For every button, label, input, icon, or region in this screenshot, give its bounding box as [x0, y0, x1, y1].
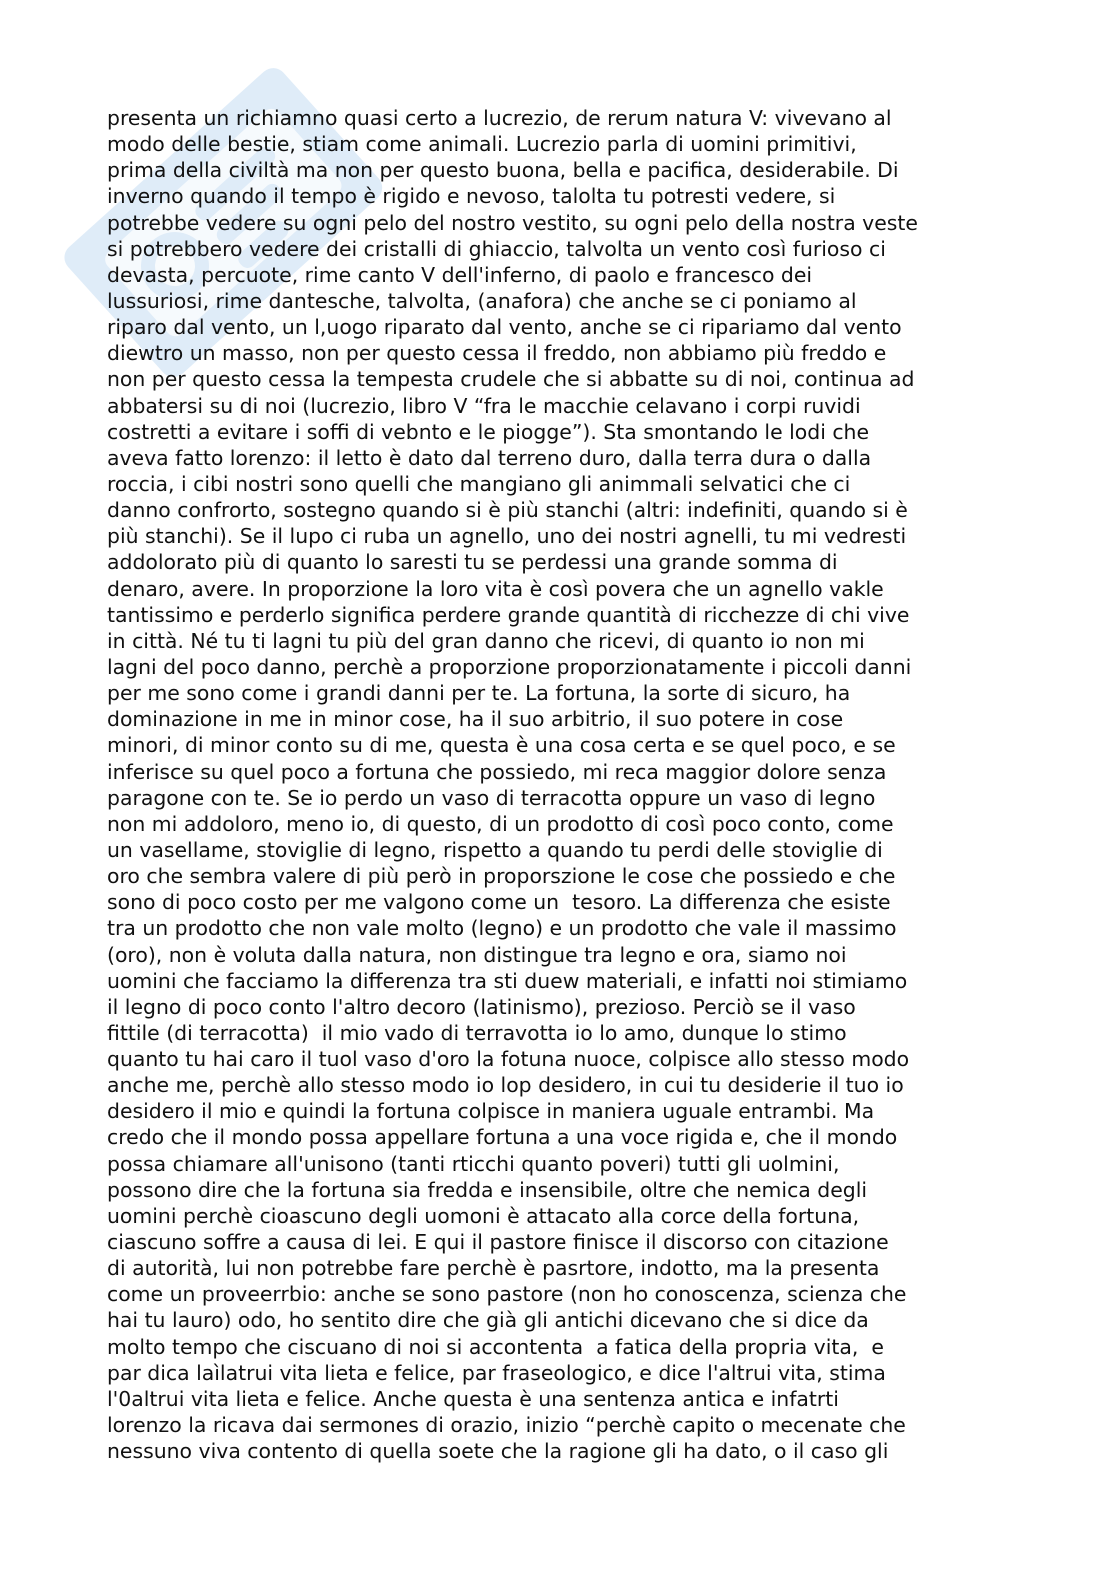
text-line: per me sono come i grandi danni per te. La fortuna, la sorte di sicuro, ha: [107, 681, 851, 706]
text-line: più stanchi). Se il lupo ci ruba un agnello, uno dei nostri agnelli, tu mi vedresti: [107, 524, 907, 549]
text-line: devasta, percuote, rime canto V dell'inferno, di paolo e francesco dei: [107, 262, 813, 287]
text-line: uomini che facciamo la differenza tra sti duew materiali, e infatti noi stimiamo: [107, 968, 908, 993]
text-line: addolorato più di quanto lo saresti tu se perdessi una grande somma di: [107, 550, 838, 575]
text-line: l'0altrui vita lieta e felice. Anche questa è una sentenza antica e infatrti: [107, 1386, 839, 1411]
text-line: non mi addoloro, meno io, di questo, di un prodotto di così poco conto, come: [107, 811, 894, 836]
text-line: credo che il mondo possa appellare fortuna a una voce rigida e, che il mondo: [107, 1125, 898, 1150]
text-line: il legno di poco conto l'altro decoro (latinismo), prezioso. Perciò se il vaso: [107, 994, 856, 1019]
text-line: un vasellame, stoviglie di legno, rispetto a quando tu perdi delle stoviglie di: [107, 837, 883, 862]
text-line: inferisce su quel poco a fortuna che possiedo, mi reca maggior dolore senza: [107, 759, 887, 784]
text-line: nessuno viva contento di quella soete che la ragione gli ha dato, o il caso gli: [107, 1439, 889, 1464]
text-line: possa chiamare all'unisono (tanti rticchi quanto poveri) tutti gli uolmini,: [107, 1151, 840, 1176]
text-line: non per questo cessa la tempesta crudele che si abbatte su di noi, continua ad: [107, 367, 915, 392]
text-line: modo delle bestie, stiam come animali. Lucrezio parla di uomini primitivi,: [107, 132, 857, 157]
text-line: abbatersi su di noi (lucrezio, libro V “fra le macchie celavano i corpi ruvidi: [107, 393, 861, 418]
text-line: aveva fatto lorenzo: il letto è dato dal terreno duro, dalla terra dura o dalla: [107, 445, 872, 470]
text-line: diewtro un masso, non per questo cessa il freddo, non abbiamo più freddo e: [107, 341, 887, 366]
text-line: possono dire che la fortuna sia fredda e insensibile, oltre che nemica degli: [107, 1177, 868, 1202]
text-line: lorenzo la ricava dai sermones di orazio, inizio “perchè capito o mecenate che: [107, 1413, 906, 1438]
text-line: dominazione in me in minor cose, ha il suo arbitrio, il suo potere in cose: [107, 707, 844, 732]
text-line: minori, di minor conto su di me, questa è una cosa certa e se quel poco, e se: [107, 733, 896, 758]
text-line: tra un prodotto che non vale molto (legno) e un prodotto che vale il massimo: [107, 916, 897, 941]
text-line: anche me, perchè allo stesso modo io lop desidero, in cui tu desiderie il tuo io: [107, 1073, 904, 1098]
text-line: di autorità, lui non potrebbe fare perchè è pasrtore, indotto, ma la presenta: [107, 1256, 880, 1281]
text-line: inverno quando il tempo è rigido e nevoso, talolta tu potresti vedere, si: [107, 184, 836, 209]
text-line: presenta un richiamno quasi certo a lucrezio, de rerum natura V: vivevano al: [107, 106, 892, 130]
text-line: oro che sembra valere di più però in proporszione le cose che possiedo e che: [107, 864, 896, 889]
text-line: danno confrorto, sostegno quando si è più stanchi (altri: indefiniti, quando si è: [107, 498, 908, 523]
text-line: quanto tu hai caro il tuol vaso d'oro la fotuna nuoce, colpisce allo stesso modo: [107, 1047, 910, 1072]
text-line: in città. Né tu ti lagni tu più del gran danno che ricevi, di quanto io non mi: [107, 628, 865, 653]
text-line: come un proveerrbio: anche se sono pastore (non ho conoscenza, scienza che: [107, 1282, 907, 1307]
text-line: (oro), non è voluta dalla natura, non distingue tra legno e ora, siamo noi: [107, 942, 847, 967]
text-line: costretti a evitare i soffi di vebnto e le piogge”). Sta smontando le lodi che: [107, 419, 870, 444]
text-line: prima della civiltà ma non per questo buona, bella e pacifica, desiderabile. Di: [107, 158, 899, 183]
text-line: lagni del poco danno, perchè a proporzione proporzionatamente i piccoli danni: [107, 654, 912, 679]
text-line: fittile (di terracotta) il mio vado di terravotta io lo amo, dunque lo stimo: [107, 1020, 847, 1045]
text-line: lussuriosi, rime dantesche, talvolta, (anafora) che anche se ci poniamo al: [107, 288, 857, 313]
text-line: tantissimo e perderlo significa perdere grande quantità di ricchezze di chi vive: [107, 602, 910, 627]
document-text: [107, 105, 1017, 1464]
text-line: par dica laìlatrui vita lieta e felice, par fraseologico, e dice l'altrui vita, stima: [107, 1360, 886, 1385]
text-line: desidero il mio e quindi la fortuna colpisce in maniera uguale entrambi. Ma: [107, 1099, 875, 1124]
text-line: si potrebbero vedere dei cristalli di ghiaccio, talvolta un vento così furioso ci: [107, 236, 886, 261]
text-line: roccia, i cibi nostri sono quelli che mangiano gli animmali selvatici che ci: [107, 471, 851, 496]
text-line: denaro, avere. In proporzione la loro vita è così povera che un agnello vakle: [107, 576, 884, 601]
text-line: molto tempo che ciscuano di noi si accontenta a fatica della propria vita, e: [107, 1334, 884, 1359]
text-line: ciascuno soffre a causa di lei. E qui il pastore finisce il discorso con citazione: [107, 1230, 889, 1255]
text-line: potrebbe vedere su ogni pelo del nostro vestito, su ogni pelo della nostra veste: [107, 210, 918, 235]
text-line: sono di poco costo per me valgono come un tesoro. La differenza che esiste: [107, 890, 891, 915]
text-line: paragone con te. Se io perdo un vaso di terracotta oppure un vaso di legno: [107, 785, 876, 810]
text-line: uomini perchè cioascuno degli uomoni è attacato alla corce della fortuna,: [107, 1203, 860, 1228]
text-line: hai tu lauro) odo, ho sentito dire che già gli antichi dicevano che si dice da: [107, 1308, 869, 1333]
text-line: riparo dal vento, un l,uogo riparato dal vento, anche se ci ripariamo dal vento: [107, 315, 902, 340]
